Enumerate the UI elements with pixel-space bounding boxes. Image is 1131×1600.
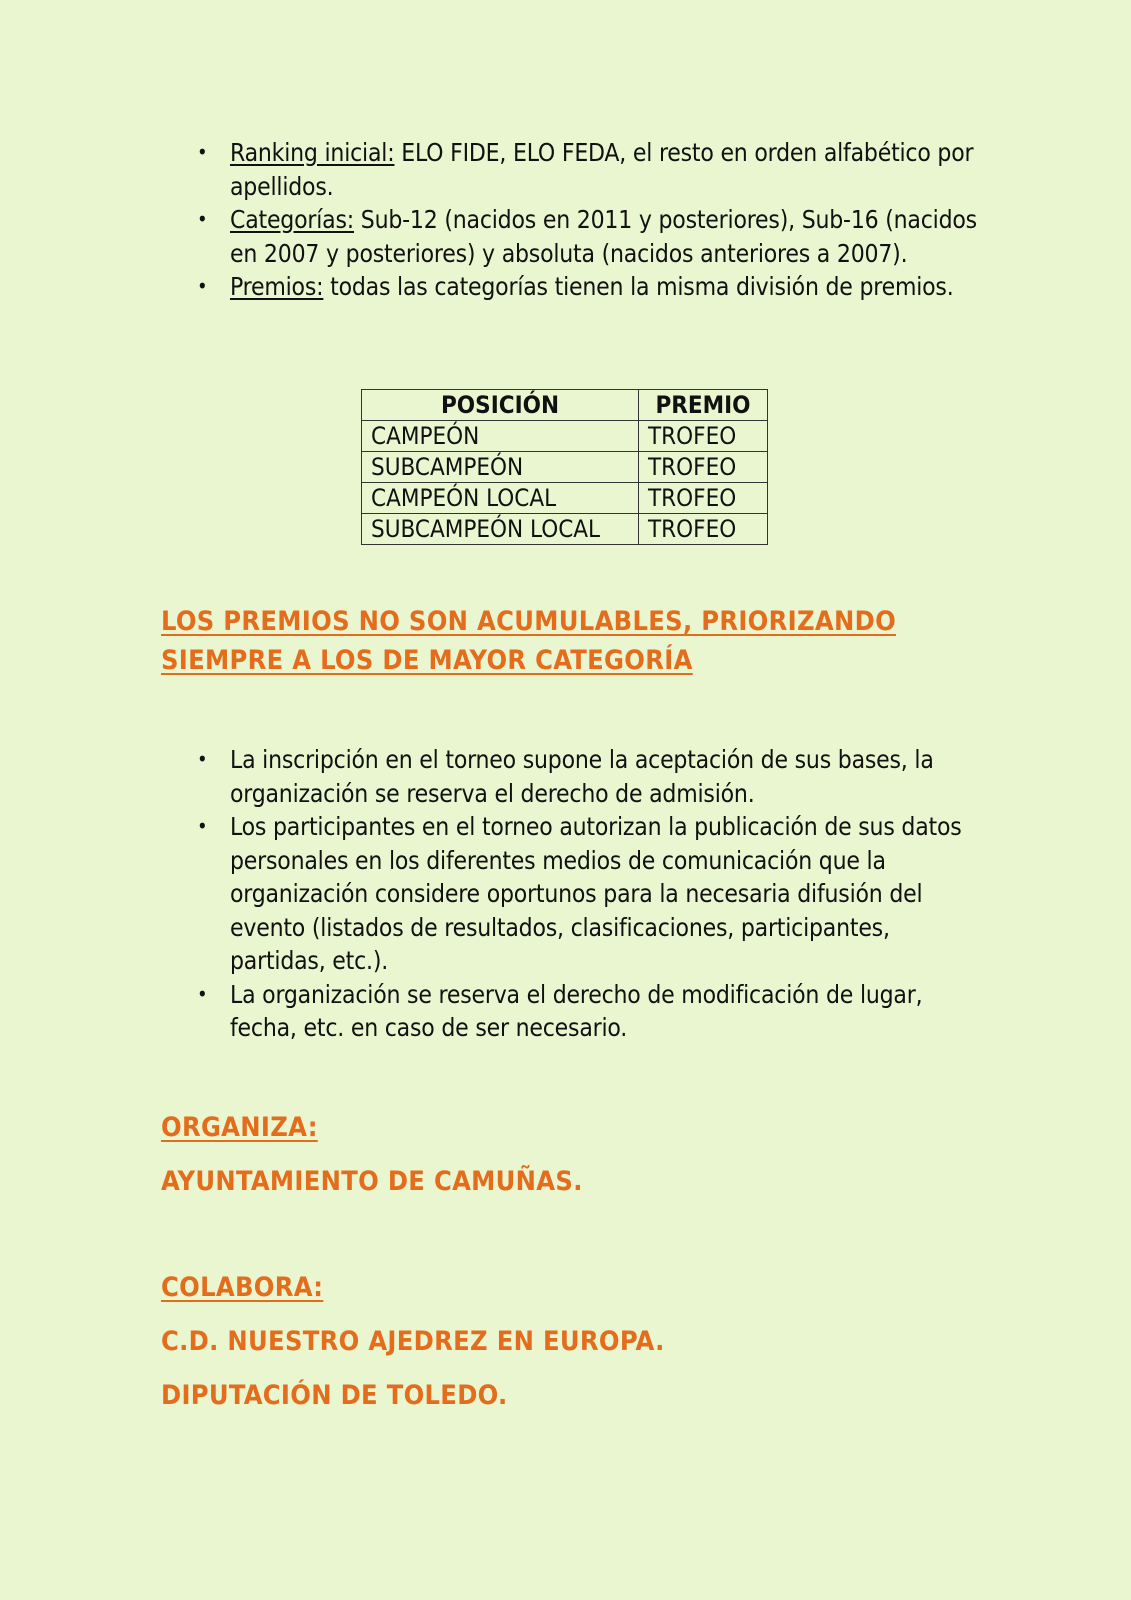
table-row [362,483,768,514]
conditions-list [195,743,985,1045]
colabora-name-1: C.D. NUESTRO AJEDREZ EN EUROPA. [161,1326,665,1357]
table-row [362,514,768,545]
table-header-row [362,390,768,421]
categorias-text: Sub-12 (nacidos en 2011 y posteriores), Sub-16 (nacidos en 2007 y posteriores) y absoluta (nacidos anteriores a 2007). [230,205,977,268]
cell-posicion: CAMPEÓN [362,421,639,452]
table-row [362,421,768,452]
header-posicion: POSICIÓN [362,390,639,421]
condition-text: Los participantes en el torneo autorizan la publicación de sus datos personales en los diferentes medios de comunicación que la organización considere oportunos para la necesaria difusión del evento (listados de resultados, clasificaciones, participantes, partidas, etc.). [230,812,962,975]
notice-line-2: SIEMPRE A LOS DE MAYOR CATEGORÍA [161,645,693,676]
list-item-categorias [195,203,985,270]
prizes-table [361,389,768,545]
condition-text: La inscripción en el torneo supone la aceptación de sus bases, la organización se reserva el derecho de admisión. [230,745,934,808]
bullet-icon: • [197,814,208,838]
bullet-icon: • [197,747,208,771]
bullet-icon: • [197,140,208,164]
cell-posicion: SUBCAMPEÓN [362,452,639,483]
ranking-label: Ranking inicial: [230,138,395,167]
prizes-notice [161,602,896,680]
notice-line-1: LOS PREMIOS NO SON ACUMULABLES, PRIORIZANDO [161,606,897,637]
cell-premio: TROFEO [639,421,768,452]
list-item-premios [195,270,985,304]
list-item-modificacion [195,978,985,1045]
rules-list [195,136,985,304]
categorias-label: Categorías: [230,205,354,234]
cell-premio: TROFEO [639,452,768,483]
colabora-name-2: DIPUTACIÓN DE TOLEDO. [161,1380,508,1411]
cell-posicion: SUBCAMPEÓN LOCAL [362,514,639,545]
cell-premio: TROFEO [639,514,768,545]
list-item-inscripcion [195,743,985,810]
list-item-publicacion [195,810,985,978]
premios-text: todas las categorías tienen la misma división de premios. [323,272,954,301]
ranking-text: ELO FIDE, ELO FEDA, el resto en orden alfabético por apellidos. [230,138,974,201]
header-premio: PREMIO [639,390,768,421]
bullet-icon: • [197,207,208,231]
list-item-ranking [195,136,985,203]
colabora-label: COLABORA: [161,1272,324,1303]
bullet-icon: • [197,274,208,298]
premios-label: Premios: [230,272,324,301]
bullet-icon: • [197,981,208,1006]
table-row [362,452,768,483]
condition-text: La organización se reserva el derecho de modificación de lugar, fecha, etc. en caso de ser necesario. [230,979,923,1042]
organiza-name: AYUNTAMIENTO DE CAMUÑAS. [161,1166,583,1197]
cell-premio: TROFEO [639,483,768,514]
cell-posicion: CAMPEÓN LOCAL [362,483,639,514]
organiza-label: ORGANIZA: [161,1112,318,1143]
